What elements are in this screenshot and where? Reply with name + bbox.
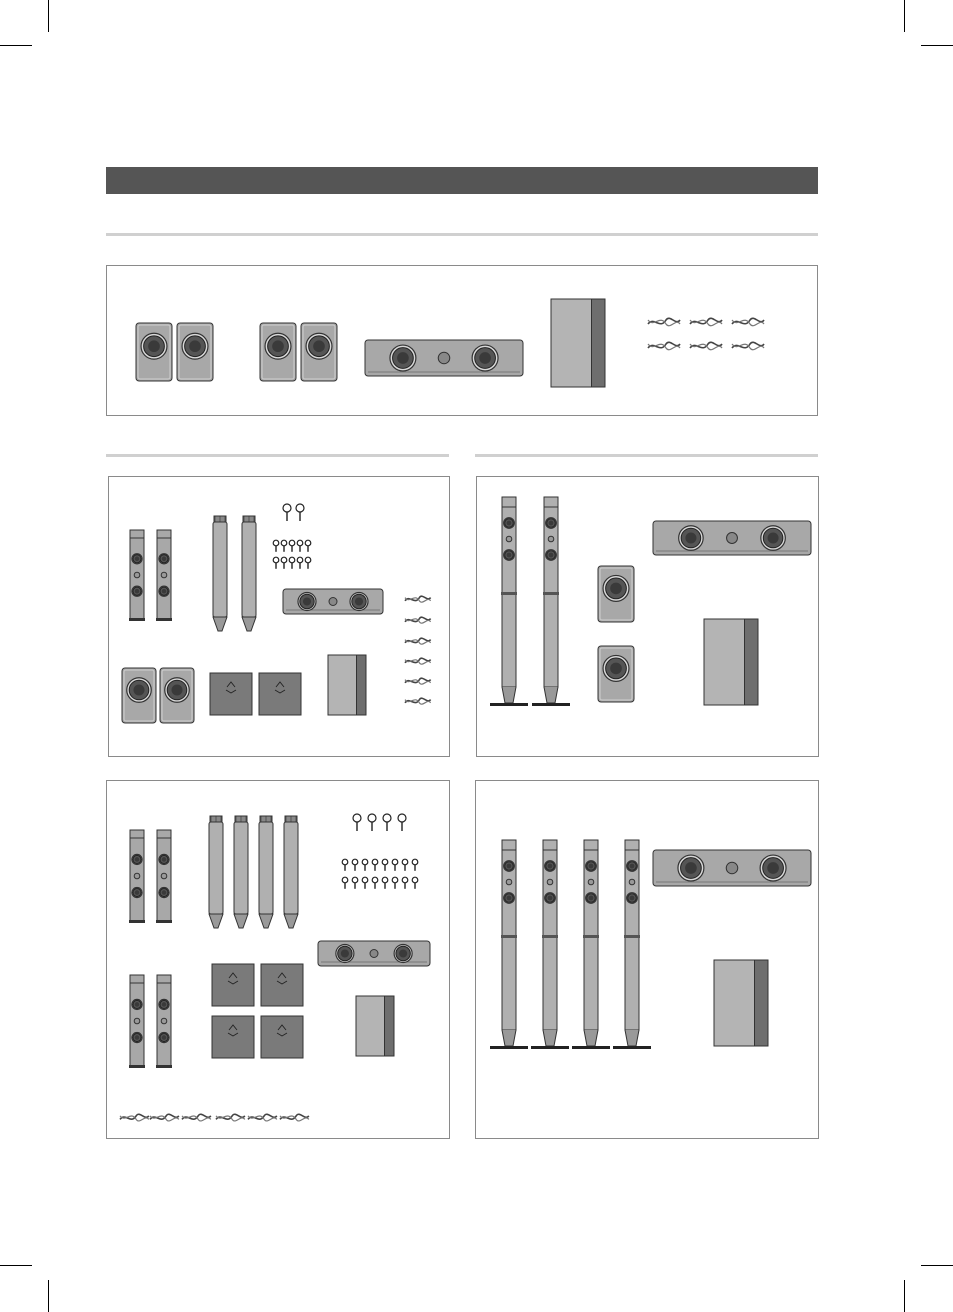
screw: [398, 814, 406, 831]
tallboy-speaker: [490, 497, 528, 706]
surround-speaker: [122, 668, 156, 723]
stand-base: [212, 964, 254, 1006]
screw: [352, 877, 358, 889]
speaker-cable: [216, 1114, 245, 1121]
speaker-cable: [405, 658, 431, 664]
stand-pole: [259, 816, 273, 928]
surround-speaker: [598, 566, 634, 622]
tallboy-speaker: [613, 840, 651, 1049]
screw: [362, 859, 368, 871]
tallboy-speaker-top: [129, 975, 145, 1068]
surround-speaker: [598, 646, 634, 702]
speaker-cable: [405, 617, 431, 623]
screw: [297, 540, 303, 552]
surround-speaker: [177, 323, 213, 381]
screw: [305, 540, 311, 552]
subwoofer: [714, 960, 768, 1046]
center-speaker: [365, 340, 523, 376]
stand-base: [261, 964, 303, 1006]
center-speaker: [318, 941, 430, 966]
speaker-cable: [405, 596, 431, 602]
surround-speaker: [260, 323, 296, 381]
speaker-cable: [248, 1114, 277, 1121]
speaker-cable: [182, 1114, 211, 1121]
screw: [372, 877, 378, 889]
surround-speaker: [301, 323, 337, 381]
center-speaker: [653, 521, 811, 555]
screw: [283, 504, 291, 521]
screw: [297, 557, 303, 569]
stand-pole: [242, 516, 256, 631]
speaker-cable: [405, 638, 431, 644]
stand-pole: [284, 816, 298, 928]
tallboy-speaker: [572, 840, 610, 1049]
screw: [289, 557, 295, 569]
speaker-cable: [648, 342, 680, 349]
surround-speaker: [160, 668, 194, 723]
screw: [281, 557, 287, 569]
screw: [273, 557, 279, 569]
screw: [305, 557, 311, 569]
screw: [382, 859, 388, 871]
subwoofer: [328, 655, 366, 715]
screw: [412, 877, 418, 889]
tallboy-speaker: [531, 840, 569, 1049]
speaker-cable: [120, 1114, 149, 1121]
speaker-cable: [648, 318, 680, 325]
screw: [412, 859, 418, 871]
tallboy-speaker-top: [156, 530, 172, 621]
stand-base: [212, 1016, 254, 1058]
screw: [382, 877, 388, 889]
tallboy-speaker: [490, 840, 528, 1049]
stand-base: [259, 673, 301, 715]
subwoofer: [551, 299, 605, 387]
speaker-cable: [280, 1114, 309, 1121]
screw: [296, 504, 304, 521]
speaker-cable: [150, 1114, 179, 1121]
speaker-cable: [690, 318, 722, 325]
speaker-cable: [405, 698, 431, 704]
screw: [392, 859, 398, 871]
screw: [392, 877, 398, 889]
screw: [353, 814, 361, 831]
subwoofer: [356, 996, 394, 1056]
screw: [342, 877, 348, 889]
stand-pole: [209, 816, 223, 928]
speaker-cable: [732, 318, 764, 325]
screw: [368, 814, 376, 831]
stand-pole: [234, 816, 248, 928]
screw: [372, 859, 378, 871]
center-speaker: [283, 589, 383, 614]
screw: [362, 877, 368, 889]
speaker-cable: [732, 342, 764, 349]
screw: [289, 540, 295, 552]
stand-base: [210, 673, 252, 715]
stand-pole: [213, 516, 227, 631]
tallboy-speaker-top: [156, 975, 172, 1068]
screw: [342, 859, 348, 871]
screw: [383, 814, 391, 831]
screw: [402, 877, 408, 889]
screw: [352, 859, 358, 871]
screw: [273, 540, 279, 552]
stand-base: [261, 1016, 303, 1058]
tallboy-speaker-top: [129, 530, 145, 621]
screw: [402, 859, 408, 871]
speaker-cable: [690, 342, 722, 349]
center-speaker: [653, 850, 811, 886]
speaker-cable: [405, 678, 431, 684]
tallboy-speaker: [532, 497, 570, 706]
tallboy-speaker-top: [156, 830, 172, 923]
tallboy-speaker-top: [129, 830, 145, 923]
subwoofer: [704, 619, 758, 705]
surround-speaker: [136, 323, 172, 381]
screw: [281, 540, 287, 552]
